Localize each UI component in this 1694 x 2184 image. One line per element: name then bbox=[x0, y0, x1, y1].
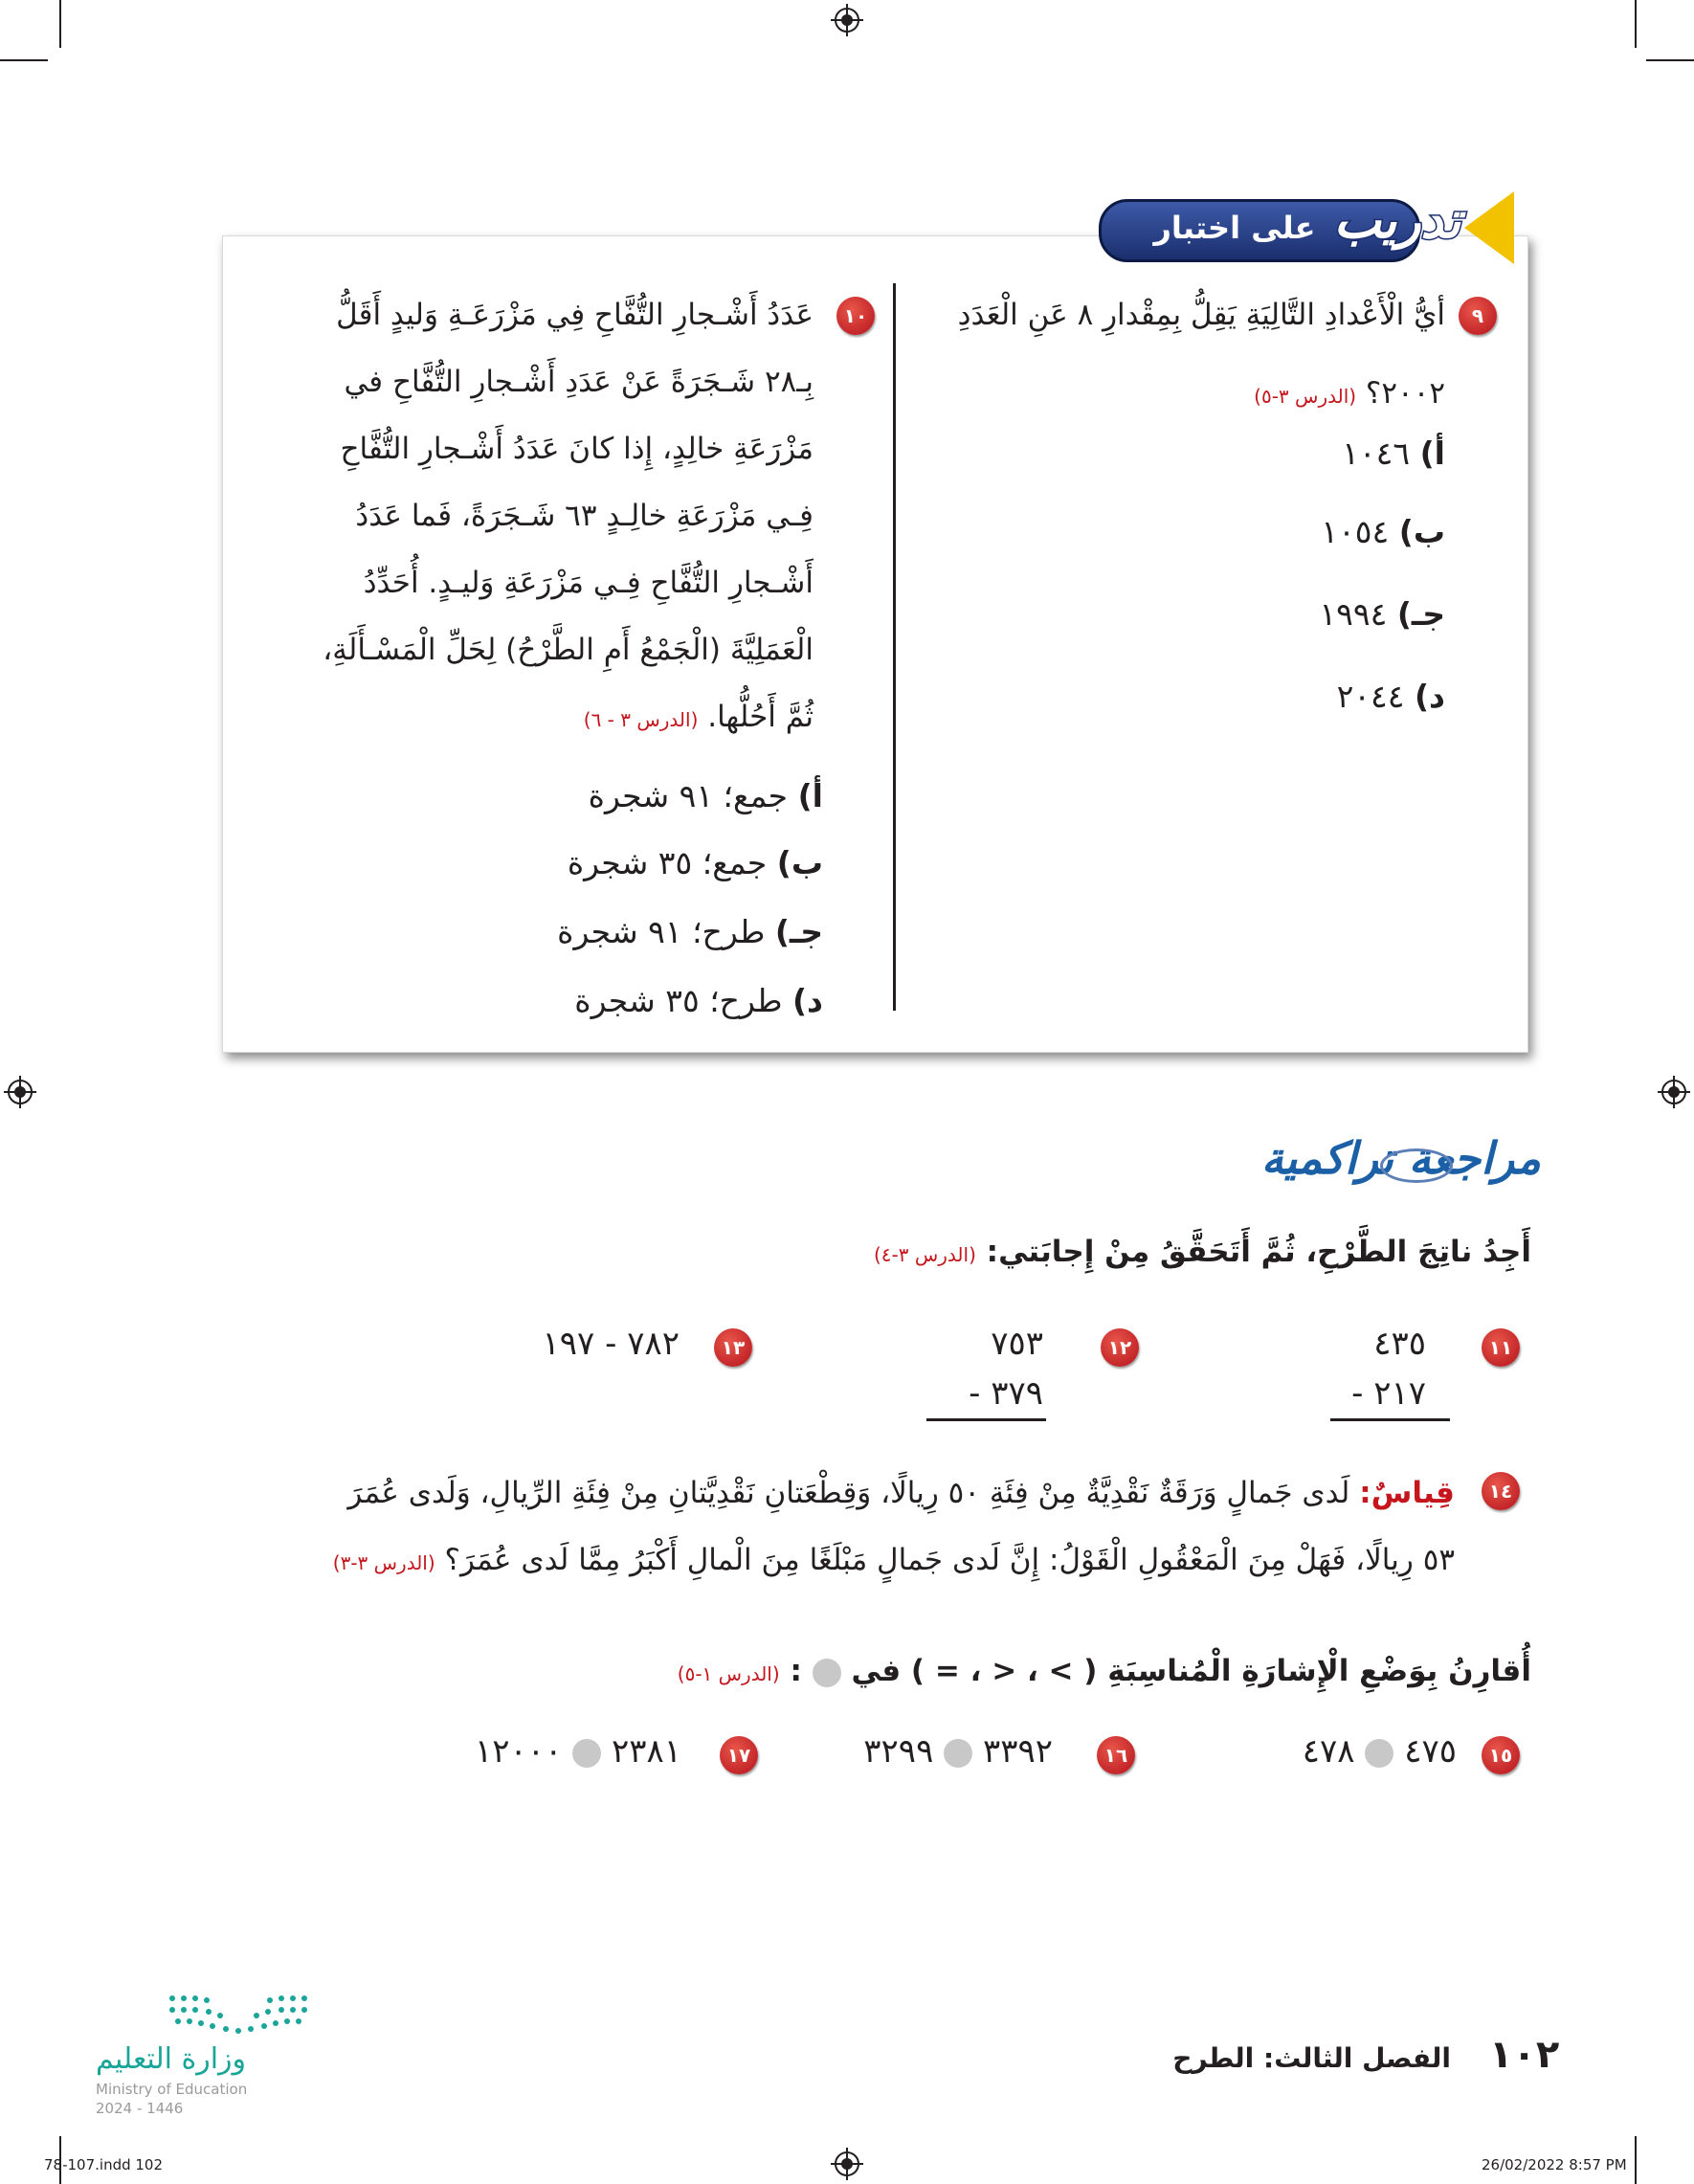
ministry-name-ar: وزارة التعليم bbox=[96, 2042, 247, 2076]
registration-mark-icon bbox=[1658, 1076, 1690, 1108]
registration-mark-icon bbox=[4, 1076, 36, 1108]
banner-tag: تدريب bbox=[1333, 192, 1461, 250]
crop-mark bbox=[1646, 59, 1694, 61]
banner-arrow-icon bbox=[1464, 191, 1514, 264]
planet-ring-icon bbox=[1380, 1148, 1453, 1183]
answer-option[interactable] bbox=[1235, 595, 1445, 633]
question-text-line: ٥٣ رِيالًا، فَهَلْ مِنَ الْمَعْقُولِ الْقَوْلُ: إِنَّ لَدى جَمالٍ مَبْلَغًا مِنَ الْمالِ أَكْبَرُ مِمَّا لَدى عُمَرَ؟ bbox=[444, 1543, 1455, 1577]
question-text-last-line bbox=[239, 683, 814, 753]
question-number-badge: ١٧ bbox=[720, 1736, 758, 1774]
comparison-expression bbox=[412, 1732, 681, 1771]
option-letter: جـ) bbox=[1396, 595, 1445, 633]
comparison-expression bbox=[1244, 1732, 1457, 1771]
question-text bbox=[230, 1529, 1455, 1593]
minuend: ٤٣٥ bbox=[1373, 1325, 1426, 1363]
option-letter: جـ) bbox=[774, 913, 823, 950]
ministry-year: 2024 - 1446 bbox=[96, 2100, 184, 2117]
column-divider bbox=[893, 283, 896, 1011]
section-title: مراجعة تراكمية bbox=[1260, 1132, 1541, 1184]
crop-mark bbox=[59, 0, 61, 48]
left-number: ٣٣٩٢ bbox=[982, 1732, 1053, 1771]
option-letter: ب) bbox=[1398, 513, 1445, 550]
question-text-line: مَزْرَعَةِ خالِدٍ، إِذا كانَ عَدَدُ أَشْـجارِ التُّفَّاحِ bbox=[340, 432, 814, 466]
minuend: ٧٥٣ bbox=[991, 1325, 1043, 1363]
lesson-reference: (الدرس ٣ - ٦) bbox=[583, 708, 699, 731]
question-text bbox=[230, 1462, 1455, 1524]
right-number: ١٢٠٠٠ bbox=[475, 1732, 563, 1771]
slug-date: 26/02/2022 8:57 PM bbox=[1482, 2156, 1627, 2173]
question-text-line: ثُمَّ أَحُلُّها. bbox=[707, 700, 814, 734]
answer-option[interactable] bbox=[498, 844, 823, 881]
question-text bbox=[909, 281, 1445, 348]
question-text-line: عَدَدُ أَشْـجارِ التُّفَّاحِ فِي مَزْرَعَـةِ وَليدٍ أَقَلُّ bbox=[336, 298, 814, 332]
sum-line bbox=[1330, 1418, 1450, 1421]
question-text-line: فِـي مَزْرَعَةِ خالِـدٍ ٦٣ شَـجَرَةً، فَما عَدَدُ bbox=[355, 499, 814, 533]
crop-mark bbox=[1635, 0, 1637, 48]
subtraction-expression: ٧٨٢ - ١٩٧ bbox=[542, 1325, 680, 1363]
lesson-reference: (الدرس ٣-٣) bbox=[332, 1551, 435, 1574]
option-letter: د) bbox=[1414, 678, 1445, 715]
question-text-line: ٢٠٠٢؟ bbox=[1365, 376, 1445, 411]
question-text-line: أيُّ الْأَعْدادِ التَّالِيَةِ يَقِلُّ بِمِقْدارِ ٨ عَنِ الْعَدَدِ bbox=[957, 298, 1445, 332]
answer-option[interactable] bbox=[1235, 513, 1445, 550]
answer-option[interactable] bbox=[498, 777, 823, 814]
registration-mark-icon bbox=[831, 4, 863, 36]
option-value: ١٩٩٤ bbox=[1319, 595, 1388, 633]
left-number: ٢٣٨١ bbox=[611, 1732, 681, 1771]
option-value: جمع؛ ٩١ شجرة bbox=[588, 777, 789, 814]
ministry-logo-icon bbox=[163, 1991, 316, 2039]
option-value: ٢٠٤٤ bbox=[1336, 678, 1405, 715]
instruction bbox=[861, 1235, 1531, 1269]
instruction: أُقارِنُ بِوَضْعِ الْإِشارَةِ الْمُناسِبَةِ ( > ، < ، = ) في : (الدرس ١-٥) bbox=[677, 1654, 1531, 1688]
question-number-badge: ١١ bbox=[1482, 1328, 1520, 1367]
question-number-badge: ٩ bbox=[1459, 297, 1497, 335]
left-number: ٤٧٥ bbox=[1404, 1732, 1457, 1771]
comparison-circle-icon bbox=[813, 1659, 841, 1687]
comparison-expression bbox=[804, 1732, 1053, 1771]
question-text-line: أَشْـجارِ التُّفَّاحِ فِـي مَزْرَعَةِ وَليـدٍ. أُحَدِّدُ bbox=[363, 566, 814, 600]
answer-option[interactable] bbox=[498, 913, 823, 950]
crop-mark bbox=[1635, 2136, 1637, 2184]
question-label: قِياسٌ: bbox=[1359, 1476, 1455, 1510]
question-number-badge: ١٥ bbox=[1482, 1736, 1520, 1774]
registration-mark-icon bbox=[831, 2148, 863, 2180]
answer-option[interactable] bbox=[1235, 435, 1445, 472]
lesson-reference: (الدرس ١-٥) bbox=[677, 1662, 780, 1685]
question-number-badge: ١٠ bbox=[836, 297, 875, 335]
question-text-line: الْعَمَلِيَّةَ (الْجَمْعُ أَمِ الطَّرْحُ) لِحَلِّ الْمَسْـأَلَةِ، bbox=[323, 633, 814, 667]
question-number-badge: ١٢ bbox=[1101, 1328, 1139, 1367]
option-value: طرح؛ ٣٥ شجرة bbox=[574, 982, 783, 1019]
question-number-badge: ١٦ bbox=[1097, 1736, 1135, 1774]
question-number-badge: ١٤ bbox=[1482, 1472, 1520, 1510]
option-letter: أ) bbox=[797, 777, 823, 814]
lesson-reference: (الدرس ٣-٤) bbox=[873, 1243, 976, 1266]
crop-mark bbox=[0, 59, 48, 61]
option-value: ١٠٥٤ bbox=[1321, 513, 1390, 550]
question-text bbox=[1053, 360, 1445, 430]
chapter-title: الفصل الثالث: الطرح bbox=[1172, 2042, 1451, 2074]
right-number: ٤٧٨ bbox=[1302, 1732, 1355, 1771]
instruction-text: أَجِدُ ناتِجَ الطَّرْحِ، ثُمَّ أَتَحَقَّقُ مِنْ إِجابَتي: bbox=[986, 1235, 1531, 1269]
question-text bbox=[239, 281, 814, 753]
option-value: طرح؛ ٩١ شجرة bbox=[557, 913, 766, 950]
question-text-line: لَدى جَمالٍ وَرَقَةٌ نَقْدِيَّةٌ مِنْ فِئَةِ ٥٠ رِيالًا، وَقِطْعَتانِ نَقْدِيَّتانِ مِنْ فِئَةِ الرِّيالِ، وَلَدى عُمَرَ bbox=[347, 1476, 1350, 1510]
ministry-name-en: Ministry of Education bbox=[96, 2081, 248, 2098]
comparison-circle-icon[interactable] bbox=[1365, 1739, 1393, 1768]
option-letter: د) bbox=[791, 982, 823, 1019]
subtrahend: ٣٧٩ - bbox=[969, 1374, 1043, 1413]
comparison-circle-icon[interactable] bbox=[572, 1739, 601, 1768]
answer-option[interactable] bbox=[1235, 678, 1445, 715]
question-number-badge: ١٣ bbox=[714, 1328, 752, 1367]
option-letter: أ) bbox=[1419, 435, 1445, 472]
subtrahend: ٢١٧ - bbox=[1351, 1374, 1426, 1413]
page-number: ١٠٢ bbox=[1489, 2033, 1560, 2077]
sum-line bbox=[926, 1418, 1046, 1421]
instruction-text: أُقارِنُ بِوَضْعِ الْإِشارَةِ الْمُناسِبَةِ ( > ، < ، = ) في bbox=[851, 1654, 1531, 1688]
banner-title: على اختبار bbox=[1153, 210, 1316, 246]
question-text-line: بِـ٢٨ شَـجَرَةً عَنْ عَدَدِ أَشْـجارِ التُّفَّاحِ في bbox=[344, 365, 814, 399]
comparison-circle-icon[interactable] bbox=[944, 1739, 972, 1768]
option-value: ١٠٤٦ bbox=[1342, 435, 1411, 472]
lesson-reference: (الدرس ٣-٥) bbox=[1254, 385, 1357, 408]
option-value: جمع؛ ٣٥ شجرة bbox=[567, 844, 768, 881]
right-number: ٣٢٩٩ bbox=[863, 1732, 934, 1771]
answer-option[interactable] bbox=[498, 982, 823, 1019]
option-letter: ب) bbox=[776, 844, 823, 881]
slug-file: 78-107.indd 102 bbox=[44, 2156, 164, 2173]
